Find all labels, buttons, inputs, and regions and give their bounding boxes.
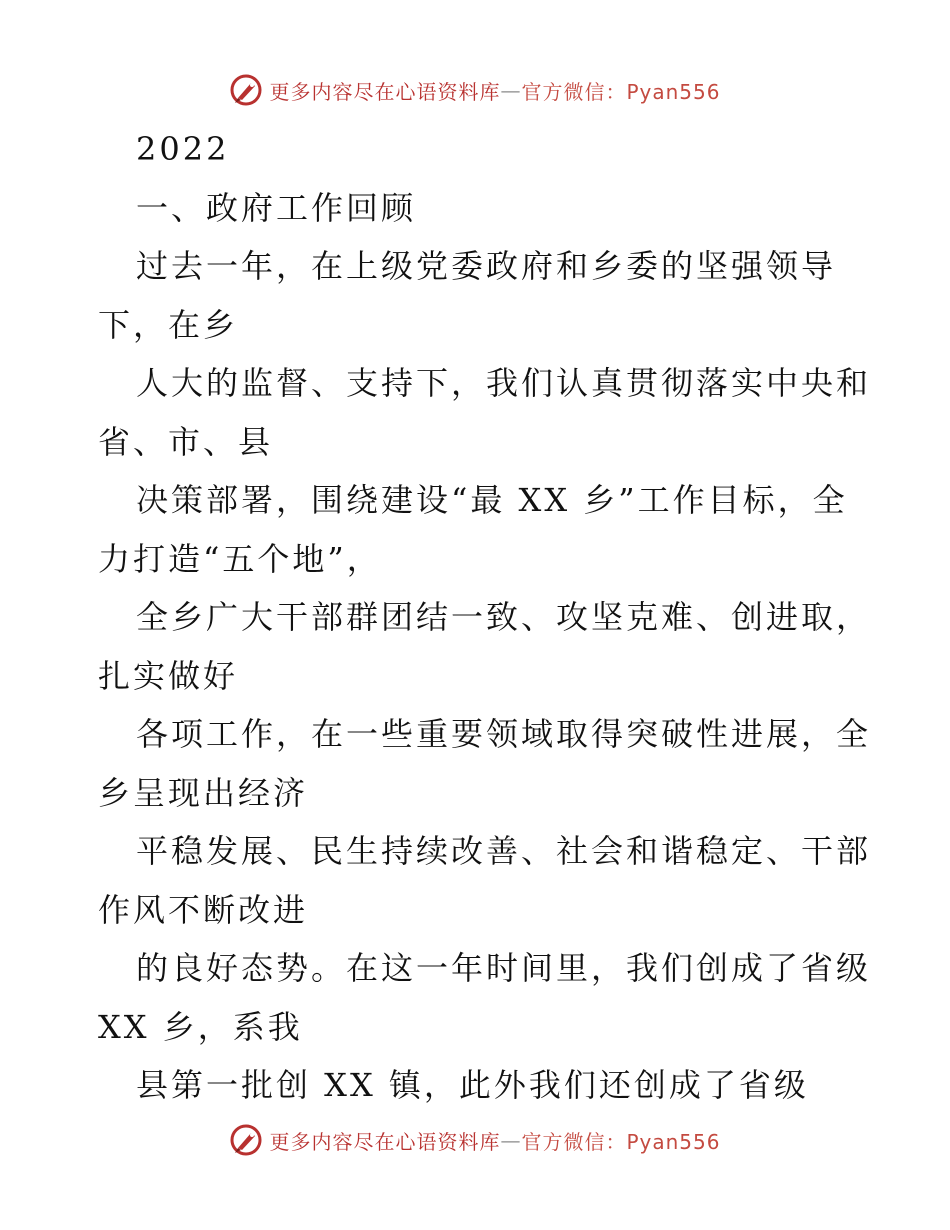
text-line: 作风不断改进 [98, 890, 309, 929]
text-line: 的良好态势。在这一年时间里，我们创成了省级 [136, 949, 872, 987]
header-brand-text: 更多内容尽在心语资料库 [269, 79, 501, 104]
text-line: 下，在乡 [98, 305, 239, 344]
header-wechat-text: 官方微信：Pyan556 [521, 79, 721, 104]
footer-banner [0, 1120, 950, 1160]
text-line: 2022 [136, 130, 230, 168]
text-line: 决策部署，围绕建设“最 XX 乡”工作目标，全 [136, 481, 848, 519]
footer-wechat-text: 官方微信：Pyan556 [521, 1129, 721, 1154]
text-line: 人大的监督、支持下，我们认真贯彻落实中央和 [136, 364, 872, 402]
header-banner [0, 70, 950, 110]
footer-brand-text: 更多内容尽在心语资料库 [269, 1129, 501, 1154]
footer-separator: — [500, 1128, 522, 1152]
text-line: 乡呈现出经济 [98, 773, 309, 812]
text-line: 各项工作，在一些重要领域取得突破性进展，全 [136, 715, 872, 753]
text-line: 平稳发展、民生持续改善、社会和谐稳定、干部 [136, 832, 872, 870]
pen-nib-logo-icon [229, 1123, 263, 1157]
text-line: 力打造“五个地”， [98, 539, 382, 578]
text-line: 过去一年，在上级党委政府和乡委的坚强领导 [136, 247, 837, 285]
text-line: XX 乡，系我 [98, 1007, 303, 1046]
pen-nib-logo-icon [229, 73, 263, 107]
text-line: 全乡广大干部群团结一致、攻坚克难、创进取， [136, 598, 872, 636]
text-line: 县第一批创 XX 镇，此外我们还创成了省级 [136, 1066, 809, 1104]
text-line: 扎实做好 [98, 656, 239, 695]
text-line: 省、市、县 [98, 422, 274, 461]
text-line: 一、政府工作回顾 [136, 188, 417, 227]
header-separator: — [500, 78, 522, 102]
document-body [98, 120, 872, 1115]
